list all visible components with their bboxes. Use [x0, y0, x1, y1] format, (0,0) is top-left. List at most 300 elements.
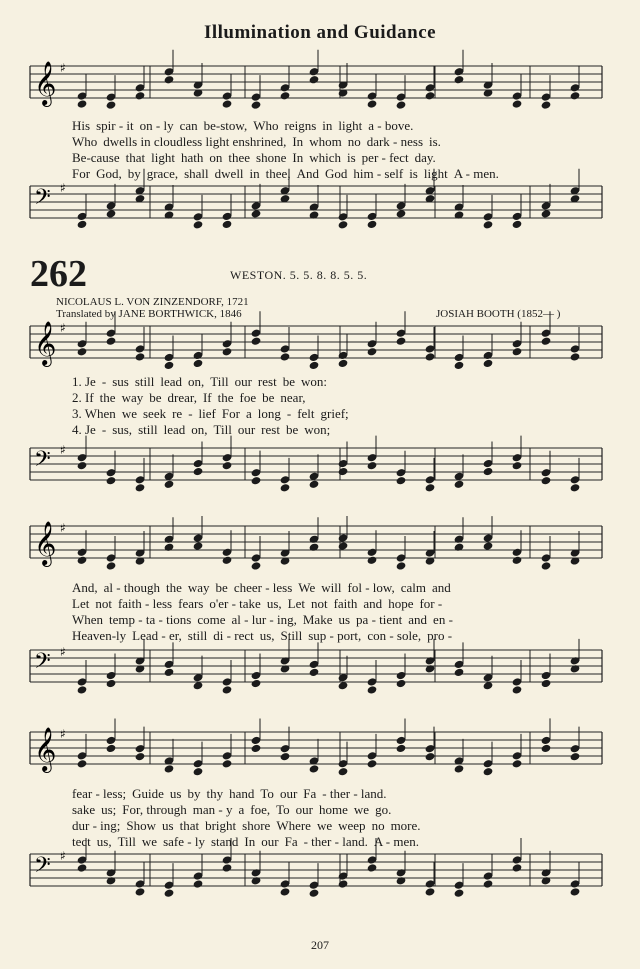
note-head-icon — [570, 887, 581, 896]
lyric-syllable: calm — [400, 580, 426, 595]
note-head-icon — [280, 483, 291, 492]
lyric-syllable: rest — [257, 374, 277, 389]
note-head-icon — [367, 99, 378, 108]
note-head-icon — [483, 879, 494, 888]
lyric-syllable: lead — [163, 422, 186, 437]
note-head-icon — [483, 767, 494, 776]
lyric-syllable: shore — [242, 818, 271, 833]
treble-staff — [30, 322, 602, 366]
lyric-syllable: be — [282, 374, 295, 389]
treble-clef-icon: 𝄞 — [34, 521, 57, 565]
lyric-syllable: dwell — [214, 166, 244, 181]
lyric-syllable: 1. Je — [72, 374, 96, 389]
note-head-icon — [396, 744, 407, 753]
lyric-syllable: Show — [126, 818, 157, 833]
lyric-syllable: us — [169, 786, 182, 801]
lyric-syllable: dark - ness — [366, 134, 424, 149]
note-head-icon — [512, 863, 523, 872]
lyric-syllable: sus — [112, 374, 129, 389]
bass-staff — [30, 850, 602, 894]
note-head-icon — [396, 476, 407, 485]
lyric-syllable: His — [72, 118, 91, 133]
lyric-syllable: thee — [228, 150, 251, 165]
lyric-syllable: be — [149, 390, 162, 405]
lyric-syllable: is — [409, 166, 418, 181]
note-head-icon — [425, 887, 436, 896]
lyric-syllable: hath — [180, 150, 204, 165]
note-head-icon — [454, 543, 465, 552]
lyric-syllable: faith — [333, 596, 358, 611]
note-head-icon — [454, 764, 465, 773]
lyric-syllable: we — [141, 834, 158, 849]
note-head-icon — [570, 752, 581, 761]
lyric-syllable: For — [72, 166, 91, 181]
lyric-syllable: the — [165, 580, 182, 595]
lyric-syllable: our — [295, 802, 314, 817]
note-head-icon — [338, 879, 349, 888]
note-head-icon — [77, 347, 88, 356]
lyric-syllable: on, — [191, 422, 208, 437]
note-head-icon — [483, 467, 494, 476]
lyric-syllable: Till — [210, 374, 229, 389]
lyric-syllable: near, — [280, 390, 306, 405]
lyric-syllable: sus, — [112, 422, 133, 437]
note-head-icon — [541, 679, 552, 688]
page-number: 207 — [311, 938, 329, 952]
note-head-icon — [193, 359, 204, 368]
lyric-syllable: be — [285, 422, 299, 437]
note-head-icon — [251, 209, 262, 218]
lyric-syllable: Fa — [284, 834, 298, 849]
note-head-icon — [193, 767, 204, 776]
bass-clef-icon: 𝄢 — [34, 447, 51, 477]
note-head-icon — [396, 209, 407, 218]
note-head-icon — [367, 347, 378, 356]
sharp-icon: ♯ — [60, 645, 66, 659]
music-system-2-bass — [30, 444, 602, 532]
lyric-syllable: him - self — [353, 166, 404, 181]
music-system-3-bass — [30, 646, 602, 734]
note-head-icon — [367, 556, 378, 565]
lyric-syllable: for - — [419, 596, 443, 611]
lyric-syllable: home — [319, 802, 348, 817]
hymn-number: 262 — [30, 253, 87, 295]
lyric-syllable: In — [292, 134, 304, 149]
lyric-syllable: God, — [96, 166, 122, 181]
note-head-icon — [454, 480, 465, 489]
lyric-syllable: we — [121, 406, 137, 421]
lyric-syllable: And — [296, 166, 319, 181]
lyric-syllable: A - men. — [373, 834, 419, 849]
note-head-icon — [367, 220, 378, 229]
lyric-line — [72, 390, 640, 406]
lyrics-block-top — [72, 118, 640, 182]
lyric-syllable: not — [95, 596, 112, 611]
note-head-icon — [309, 543, 320, 552]
lyric-syllable: and — [431, 580, 451, 595]
lyric-syllable: on — [209, 150, 223, 165]
lyric-syllable: be — [215, 580, 228, 595]
lyric-syllable: is — [347, 150, 356, 165]
lyric-line — [72, 406, 640, 422]
lyric-syllable: still — [134, 374, 155, 389]
lyric-syllable: will — [321, 580, 342, 595]
note-head-icon — [77, 220, 88, 229]
note-head-icon — [193, 541, 204, 550]
lyric-syllable: Still — [280, 628, 303, 643]
bass-clef-icon: 𝄢 — [34, 853, 51, 883]
note-head-icon — [222, 461, 233, 470]
lyric-syllable: Where — [276, 818, 311, 833]
bass-clef-icon: 𝄢 — [34, 185, 51, 215]
lyric-syllable: reigns — [284, 118, 317, 133]
note-head-icon — [570, 91, 581, 100]
lyric-syllable: long — [257, 406, 281, 421]
lyric-syllable: stand — [210, 834, 239, 849]
lyric-syllable: To — [276, 802, 290, 817]
note-head-icon — [106, 876, 117, 885]
lyric-line — [72, 422, 640, 438]
note-head-icon — [338, 767, 349, 776]
lyric-syllable: no — [371, 818, 385, 833]
note-head-icon — [280, 91, 291, 100]
lyric-syllable: our — [234, 374, 252, 389]
note-head-icon — [512, 759, 523, 768]
note-head-icon — [570, 483, 581, 492]
note-head-icon — [164, 480, 175, 489]
lyric-syllable: Let — [72, 596, 90, 611]
music-system-1-bass — [30, 182, 602, 270]
note-head-icon — [396, 100, 407, 109]
lyric-syllable: - — [101, 422, 107, 437]
note-head-icon — [541, 209, 552, 218]
lyric-syllable: safe - ly — [163, 834, 205, 849]
note-head-icon — [106, 744, 117, 753]
sharp-icon: ♯ — [60, 443, 66, 457]
lyric-syllable: Heaven-ly — [72, 628, 127, 643]
lyric-syllable: our — [261, 834, 279, 849]
sharp-icon: ♯ — [60, 849, 66, 863]
lyric-syllable: - — [101, 374, 107, 389]
lyric-syllable: we — [316, 818, 333, 833]
composer-credit: JOSIAH BOOTH (1852— ) — [436, 308, 561, 320]
lyric-syllable: en - — [433, 612, 453, 627]
lyric-syllable: us — [162, 818, 174, 833]
lyric-syllable: di - rect — [213, 628, 254, 643]
lyric-syllable: dwells in cloudless light enshrined, — [103, 134, 287, 149]
lyrics-block-verse-1 — [72, 374, 640, 438]
lyrics-block-verse-3 — [72, 786, 640, 850]
lyric-syllable: Who — [253, 118, 279, 133]
lyric-syllable: 3. When — [72, 406, 116, 421]
lyric-syllable: When — [72, 612, 104, 627]
note-head-icon — [77, 759, 88, 768]
lyric-syllable: our — [279, 786, 298, 801]
note-head-icon — [512, 347, 523, 356]
lyric-syllable: Guide — [132, 786, 164, 801]
note-head-icon — [251, 100, 262, 109]
music-system-4-bass — [30, 850, 602, 938]
note-head-icon — [135, 752, 146, 761]
lyric-line — [72, 166, 640, 182]
lyric-syllable: con - sole, — [367, 628, 422, 643]
treble-clef-icon: 𝄞 — [34, 727, 57, 771]
lyric-syllable: man - y — [192, 802, 233, 817]
note-head-icon — [367, 685, 378, 694]
lyric-syllable: Fa — [303, 786, 317, 801]
lyric-syllable: al - though — [103, 580, 160, 595]
treble-staff — [30, 728, 602, 772]
lyric-syllable: thy — [206, 786, 224, 801]
lyric-syllable: in — [322, 118, 333, 133]
lyric-syllable: - ther - land. — [303, 834, 368, 849]
lyric-syllable: more. — [390, 818, 421, 833]
note-head-icon — [541, 561, 552, 570]
tune-name: WESTON. 5. 5. 8. 8. 5. 5. — [230, 268, 368, 282]
lyric-syllable: light — [151, 150, 175, 165]
lyric-syllable: on - ly — [139, 118, 174, 133]
lyric-line — [72, 374, 640, 390]
lyric-syllable: Who — [72, 134, 98, 149]
lyric-line — [72, 628, 640, 644]
note-head-icon — [309, 668, 320, 677]
note-head-icon — [396, 876, 407, 885]
lyric-syllable: Make — [302, 612, 333, 627]
note-head-icon — [251, 336, 262, 345]
note-head-icon — [396, 561, 407, 570]
lyric-syllable: shall — [184, 166, 209, 181]
lyric-syllable: o'er - take — [209, 596, 261, 611]
lyric-syllable: 2. If — [72, 390, 94, 405]
treble-clef-icon: 𝄞 — [34, 61, 57, 105]
note-head-icon — [541, 336, 552, 345]
lyric-syllable: be — [262, 390, 275, 405]
lyric-syllable: We — [298, 580, 316, 595]
lyric-syllable: shone — [256, 150, 287, 165]
note-head-icon — [309, 361, 320, 370]
sharp-icon: ♯ — [60, 61, 66, 75]
lyric-syllable: we — [353, 802, 370, 817]
lyric-syllable: a — [238, 802, 245, 817]
lyric-syllable: come — [197, 612, 226, 627]
lyric-line — [72, 596, 640, 612]
lyric-syllable: be-stow, — [203, 118, 248, 133]
lyric-syllable: - — [286, 406, 292, 421]
lyric-line — [72, 580, 640, 596]
lyric-syllable: foe — [239, 390, 257, 405]
note-head-icon — [309, 75, 320, 84]
lyric-syllable: To — [260, 786, 274, 801]
lyric-line — [72, 612, 640, 628]
lyric-syllable: In — [292, 150, 304, 165]
note-head-icon — [77, 461, 88, 470]
note-head-icon — [164, 888, 175, 897]
note-head-icon — [106, 209, 117, 218]
lyric-line — [72, 834, 640, 850]
note-head-icon — [193, 879, 204, 888]
lyric-line — [72, 134, 640, 150]
note-head-icon — [541, 476, 552, 485]
note-head-icon — [425, 91, 436, 100]
note-head-icon — [106, 336, 117, 345]
note-head-icon — [251, 876, 262, 885]
lyric-syllable: thee, — [265, 166, 291, 181]
lyric-syllable: light — [423, 166, 448, 181]
note-head-icon — [454, 361, 465, 370]
note-head-icon — [454, 75, 465, 84]
note-head-icon — [251, 476, 262, 485]
note-head-icon — [222, 863, 233, 872]
note-head-icon — [164, 543, 175, 552]
lyric-syllable: and — [363, 596, 383, 611]
note-head-icon — [541, 100, 552, 109]
lyric-syllable: light — [338, 118, 363, 133]
bass-clef-icon: 𝄢 — [34, 649, 51, 679]
bass-staff — [30, 444, 602, 488]
sharp-icon: ♯ — [60, 181, 66, 195]
lyric-syllable: pro - — [427, 628, 453, 643]
lyric-syllable: lief — [198, 406, 216, 421]
page-header-title: Illumination and Guidance — [203, 22, 437, 43]
lyric-syllable: can — [179, 118, 198, 133]
note-head-icon — [483, 541, 494, 550]
lyric-syllable: that — [125, 150, 146, 165]
lyric-syllable: per - fect — [361, 150, 409, 165]
lyric-syllable: whom — [309, 134, 342, 149]
lyric-syllable: 4. Je — [72, 422, 96, 437]
lyric-syllable: way — [121, 390, 144, 405]
note-head-icon — [193, 220, 204, 229]
lyric-syllable: And, — [72, 580, 98, 595]
lyric-syllable: lead — [160, 374, 182, 389]
lyric-syllable: hope — [388, 596, 414, 611]
lyric-syllable: on, — [187, 374, 205, 389]
bass-staff — [30, 646, 602, 690]
treble-staff — [30, 522, 602, 566]
author-credit: NICOLAUS L. VON ZINZENDORF, 1721 — [56, 296, 249, 308]
lyric-syllable: that — [179, 818, 200, 833]
note-head-icon — [454, 888, 465, 897]
lyric-syllable: in — [249, 166, 260, 181]
lyric-syllable: dur - ing; — [72, 818, 121, 833]
lyric-line — [72, 818, 640, 834]
lyric-syllable: spir - it — [96, 118, 134, 133]
lyric-syllable: God — [324, 166, 348, 181]
note-head-icon — [164, 75, 175, 84]
note-head-icon — [77, 863, 88, 872]
note-head-icon — [367, 863, 378, 872]
note-head-icon — [309, 480, 320, 489]
lyric-syllable: still — [187, 628, 208, 643]
note-head-icon — [541, 744, 552, 753]
note-head-icon — [164, 764, 175, 773]
lyric-syllable: us, — [259, 628, 275, 643]
lyric-syllable: faith - less — [117, 596, 173, 611]
lyric-syllable: sake — [72, 802, 96, 817]
note-head-icon — [338, 359, 349, 368]
lyric-syllable: us — [338, 612, 351, 627]
lyric-syllable: Let — [287, 596, 305, 611]
note-head-icon — [106, 561, 117, 570]
treble-clef-icon: 𝄞 — [34, 321, 57, 365]
note-head-icon — [396, 679, 407, 688]
lyric-syllable: our — [237, 422, 256, 437]
lyric-line — [72, 150, 640, 166]
note-head-icon — [512, 99, 523, 108]
lyric-syllable: grace, — [146, 166, 179, 181]
note-head-icon — [77, 99, 88, 108]
lyric-syllable: way — [187, 580, 210, 595]
note-head-icon — [396, 336, 407, 345]
lyric-syllable: For, through — [122, 802, 187, 817]
note-head-icon — [280, 752, 291, 761]
note-head-icon — [222, 556, 233, 565]
note-head-icon — [164, 668, 175, 677]
note-head-icon — [222, 99, 233, 108]
lyric-syllable: foe, — [250, 802, 271, 817]
lyric-syllable: us, — [96, 834, 112, 849]
lyric-syllable: grief; — [320, 406, 349, 421]
translator-credit: Translated by JANE BORTHWICK, 1846 — [56, 308, 242, 320]
treble-staff — [30, 62, 602, 106]
lyric-syllable: won: — [300, 374, 327, 389]
lyric-syllable: re — [172, 406, 183, 421]
lyric-syllable: cheer - less — [233, 580, 293, 595]
lyric-syllable: a - bove. — [368, 118, 414, 133]
note-head-icon — [135, 483, 146, 492]
note-head-icon — [106, 100, 117, 109]
note-head-icon — [512, 461, 523, 470]
lyric-syllable: hand — [229, 786, 255, 801]
note-head-icon — [338, 467, 349, 476]
note-head-icon — [454, 668, 465, 677]
lyric-syllable: fol - low, — [347, 580, 395, 595]
note-head-icon — [164, 361, 175, 370]
note-head-icon — [251, 744, 262, 753]
lyric-syllable: rest — [261, 422, 280, 437]
note-head-icon — [512, 685, 523, 694]
lyric-syllable: the — [217, 390, 234, 405]
note-head-icon — [367, 759, 378, 768]
lyric-syllable: which — [309, 150, 341, 165]
lyric-syllable: Lead - er, — [132, 628, 182, 643]
lyric-syllable: al - lur - ing, — [231, 612, 297, 627]
lyric-line — [72, 118, 640, 134]
lyric-syllable: by — [127, 166, 141, 181]
lyric-syllable: us; — [101, 802, 117, 817]
note-head-icon — [425, 483, 436, 492]
lyric-line — [72, 802, 640, 818]
note-head-icon — [106, 679, 117, 688]
lyric-syllable: the — [99, 390, 116, 405]
lyric-syllable: Till — [213, 422, 232, 437]
note-head-icon — [77, 685, 88, 694]
note-head-icon — [222, 759, 233, 768]
note-head-icon — [512, 556, 523, 565]
lyric-syllable: won; — [304, 422, 331, 437]
note-head-icon — [251, 679, 262, 688]
note-head-icon — [512, 220, 523, 229]
lyric-syllable: temp - ta - tions — [109, 612, 192, 627]
bass-staff — [30, 182, 602, 226]
lyric-syllable: - — [188, 406, 193, 421]
lyric-syllable: is. — [429, 134, 441, 149]
lyric-syllable: sup - port, — [308, 628, 362, 643]
lyric-syllable: drear, — [167, 390, 197, 405]
note-head-icon — [570, 352, 581, 361]
lyric-syllable: felt — [297, 406, 315, 421]
lyric-syllable: A - men. — [453, 166, 499, 181]
